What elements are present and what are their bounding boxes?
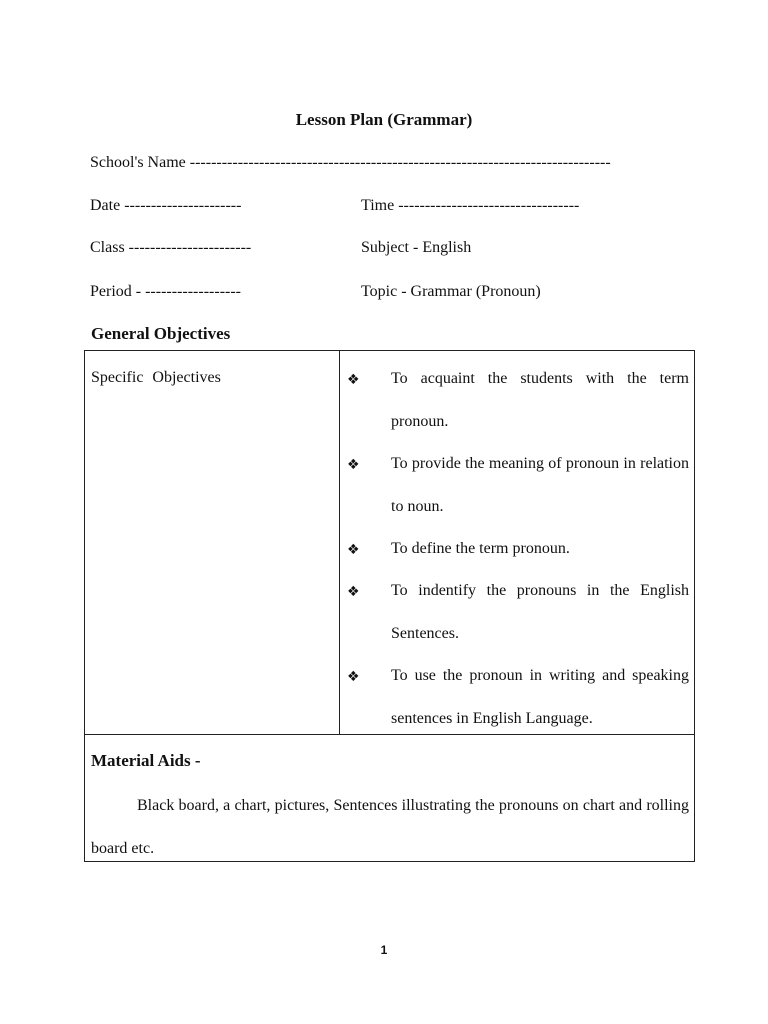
objectives-table <box>84 350 695 862</box>
material-aids-heading: Material Aids - <box>91 751 201 770</box>
date-field: Date ---------------------- <box>90 197 242 214</box>
objective-text: To acquaint the students with the term pronoun. <box>391 370 689 430</box>
topic-field: Topic - Grammar (Pronoun) <box>361 283 541 300</box>
general-objectives-heading: General Objectives <box>91 324 231 343</box>
period-field: Period - ------------------ <box>90 283 242 300</box>
class-field: Class ----------------------- <box>90 239 252 256</box>
objective-text: To provide the meaning of pronoun in relation to noun. <box>391 455 689 515</box>
material-aids-text: Black board, a chart, pictures, Sentences illustrating the pronouns on chart and rolling board etc. <box>91 797 689 857</box>
diamond-bullet-icon: ❖ <box>347 372 360 388</box>
time-field: Time ---------------------------------- <box>361 197 580 214</box>
diamond-bullet-icon: ❖ <box>347 542 360 558</box>
page-number: 1 <box>380 943 388 957</box>
diamond-bullet-icon: ❖ <box>347 584 360 600</box>
diamond-bullet-icon: ❖ <box>347 457 360 473</box>
page-title: Lesson Plan (Grammar) <box>295 110 473 129</box>
objective-text: To indentify the pronouns in the English Sentences. <box>391 582 689 642</box>
objective-text: To use the pronoun in writing and speaking sentences in English Language. <box>391 667 689 727</box>
objective-text: To define the term pronoun. <box>391 540 570 557</box>
diamond-bullet-icon: ❖ <box>347 669 360 685</box>
school-name-field: School's Name ------------------------------------------------------------------------------- <box>90 154 611 171</box>
column-divider <box>339 351 340 734</box>
specific-objectives-label: Specific Objectives <box>91 369 221 386</box>
subject-field: Subject - English <box>361 239 472 256</box>
